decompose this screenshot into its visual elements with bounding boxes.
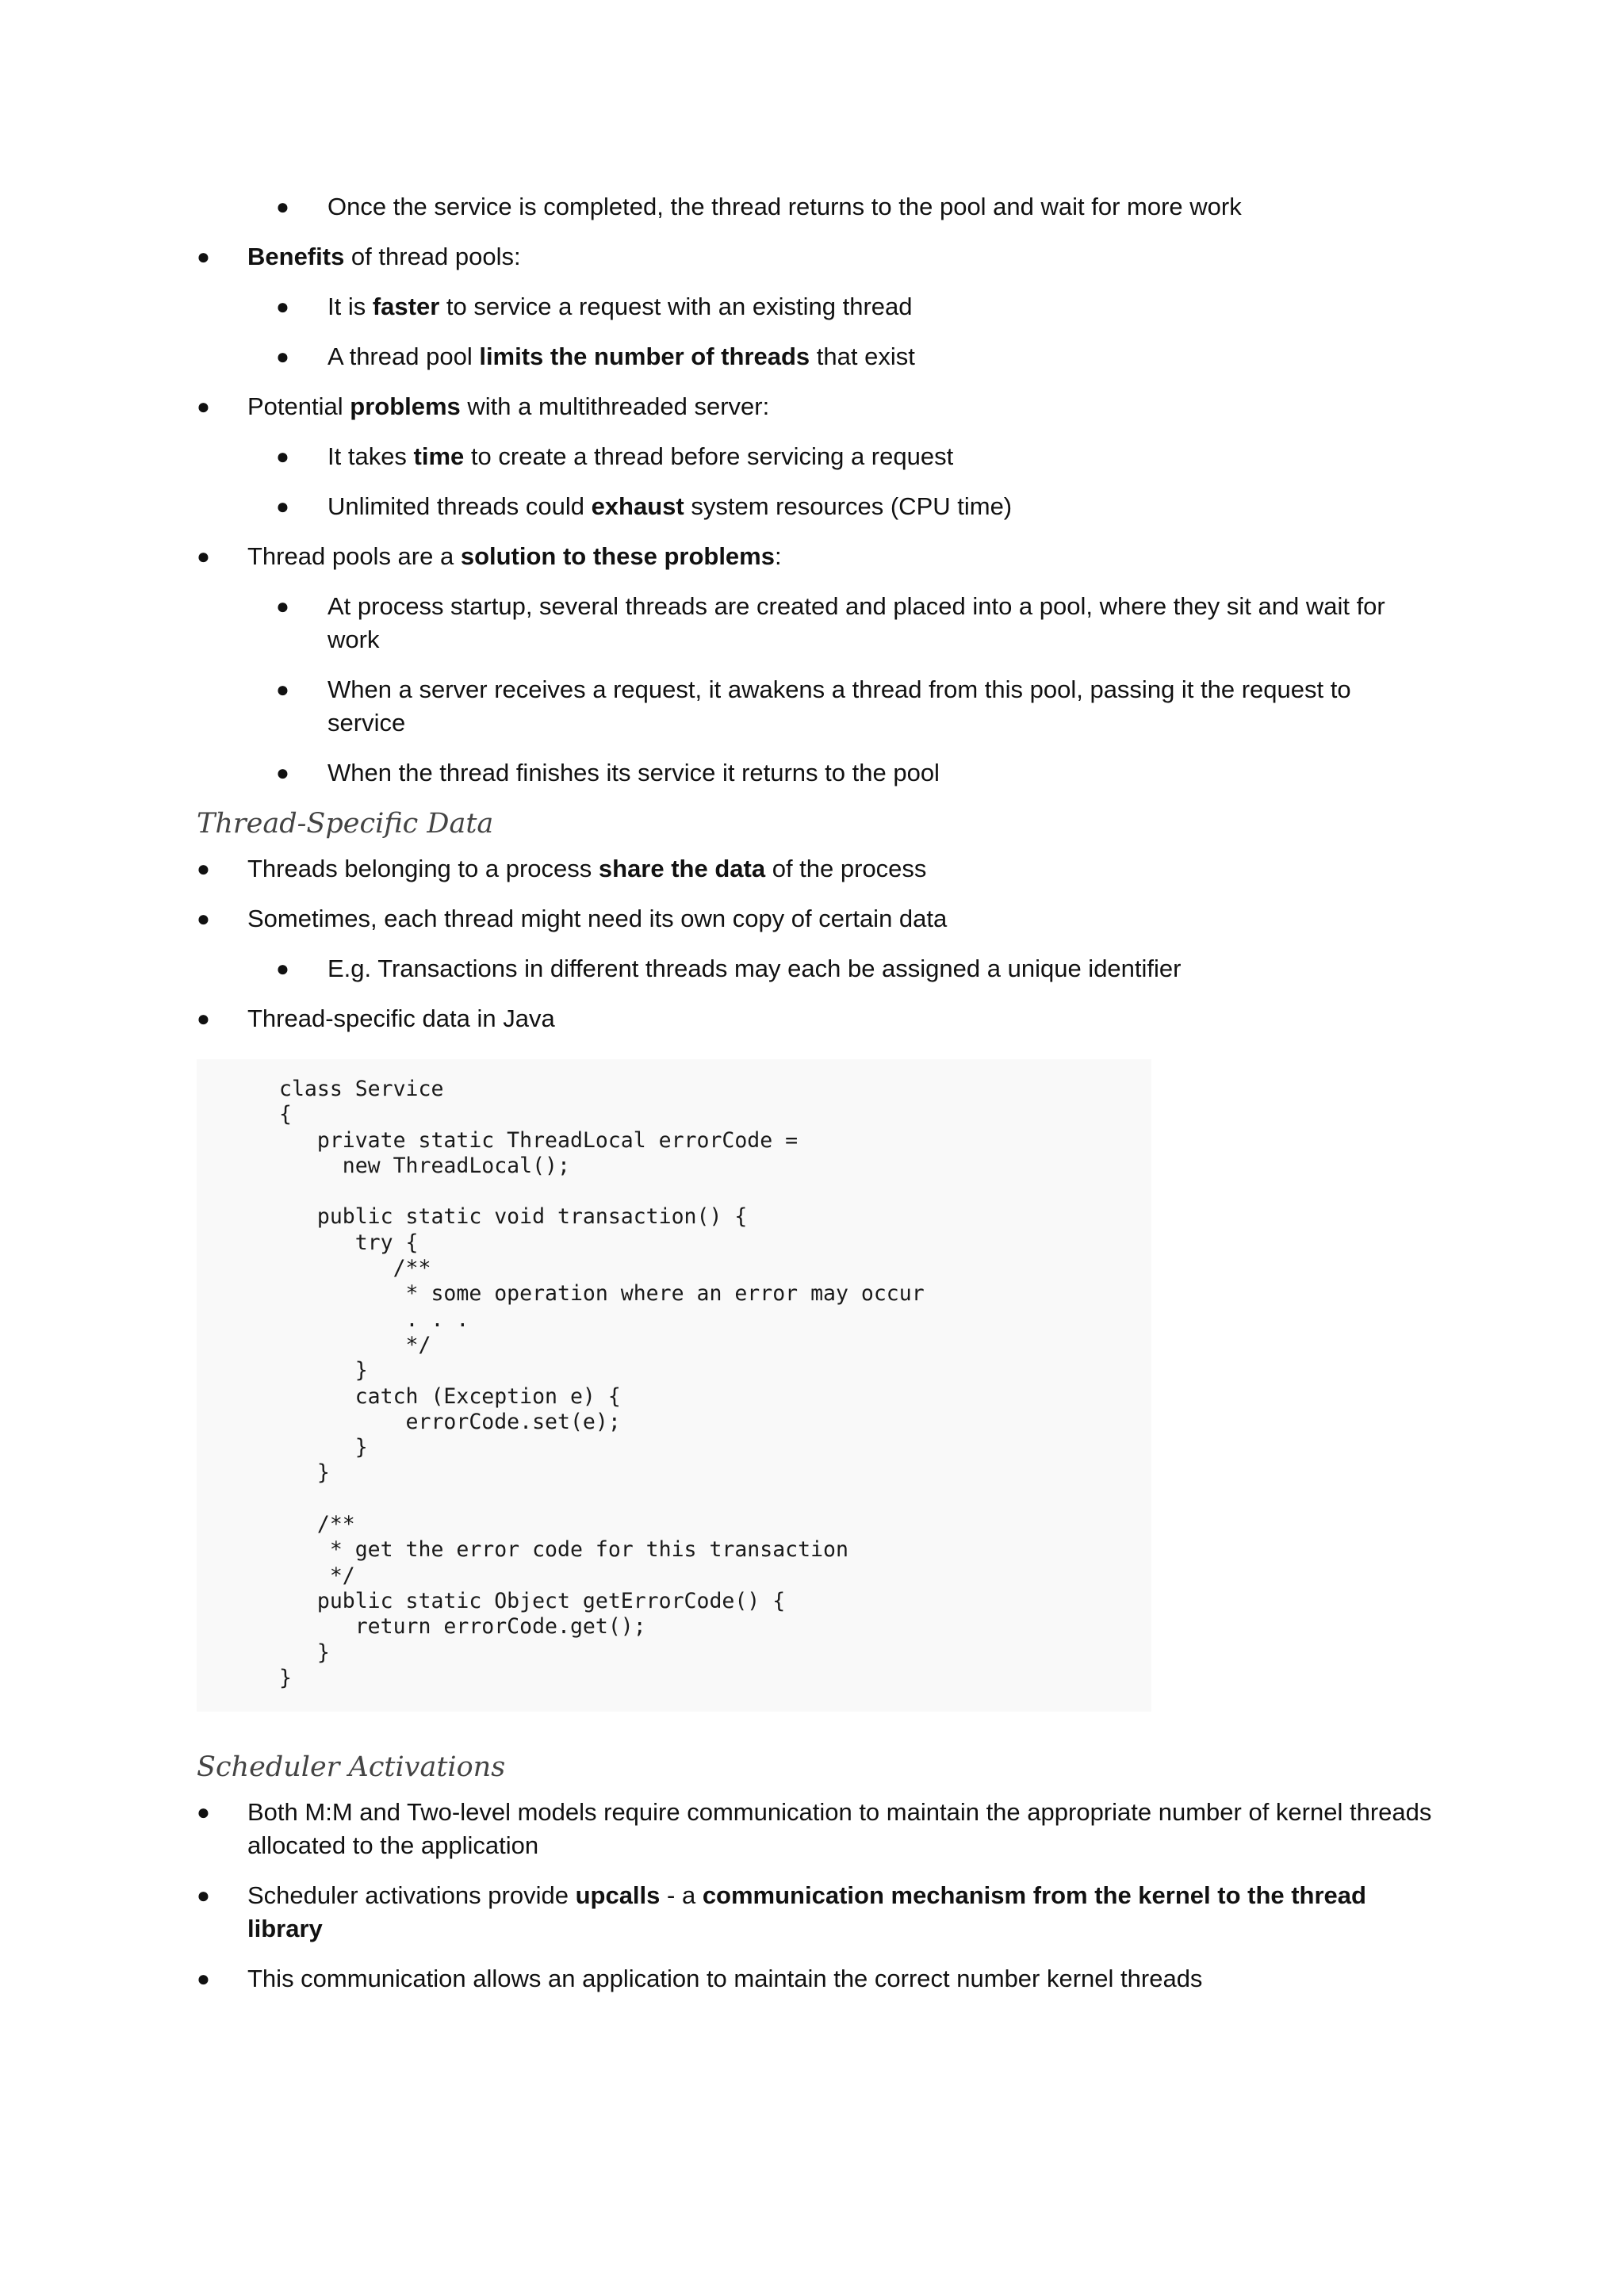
bullet-dot-icon: ● xyxy=(197,1800,210,1825)
text-run: - a xyxy=(660,1881,703,1910)
bold-text: faster xyxy=(372,293,440,320)
bullet-dot-icon: ● xyxy=(276,760,289,785)
list-item-text xyxy=(247,905,947,932)
bullet-dot-icon: ● xyxy=(197,394,210,419)
bullet-dot-icon: ● xyxy=(276,194,289,219)
bullet-dot-icon: ● xyxy=(197,1883,210,1908)
code-line: } xyxy=(279,1460,330,1486)
list-item-text xyxy=(247,243,521,270)
code-listing xyxy=(197,1059,1151,1712)
list-item xyxy=(197,340,1434,373)
text-run: Unlimited threads could xyxy=(327,492,592,520)
bullet-dot-icon: ● xyxy=(197,906,210,931)
code-line: */ xyxy=(279,1563,355,1588)
code-line: } xyxy=(279,1640,330,1665)
list-item-text xyxy=(247,855,926,882)
code-line: { xyxy=(279,1102,292,1127)
code-line: class Service xyxy=(279,1077,444,1101)
code-line: * get the error code for this transaction xyxy=(279,1537,848,1563)
bullet-dot-icon: ● xyxy=(197,244,210,269)
list-item-text xyxy=(327,675,1351,737)
list-item xyxy=(197,902,1434,936)
list-item-text xyxy=(327,193,1242,220)
list-item xyxy=(197,440,1434,473)
code-line: } xyxy=(279,1435,368,1460)
bullet-dot-icon: ● xyxy=(276,956,289,981)
text-run: This communication allows an application to maintain the correct number kernel threads xyxy=(247,1965,1203,1993)
bullet-list-thread-specific-data xyxy=(197,852,1434,1035)
bold-text: upcalls xyxy=(575,1881,661,1910)
list-item xyxy=(197,756,1434,790)
text-run: A thread pool xyxy=(327,342,480,370)
code-line: new ThreadLocal(); xyxy=(279,1153,570,1178)
code-line xyxy=(279,1487,1151,1512)
code-line: /** xyxy=(279,1512,355,1537)
code-line: catch (Exception e) { xyxy=(279,1383,621,1409)
list-item xyxy=(197,240,1434,274)
list-item xyxy=(197,852,1434,886)
text-run: system resources (CPU time) xyxy=(684,492,1013,520)
list-item xyxy=(197,1879,1434,1946)
list-item-text xyxy=(247,1881,1366,1942)
list-item-text xyxy=(247,1004,555,1032)
code-line: try { xyxy=(279,1230,419,1255)
bold-text: time xyxy=(413,442,465,470)
text-run: of the process xyxy=(765,855,927,882)
bullet-dot-icon: ● xyxy=(276,494,289,519)
list-item-text xyxy=(327,293,913,320)
text-run: Scheduler activations provide xyxy=(247,1881,576,1910)
text-run: Thread pools are a xyxy=(247,542,461,570)
text-run: Once the service is completed, the thread returns to the pool and wait for more work xyxy=(327,193,1242,220)
bold-text: limits the number of threads xyxy=(479,342,810,370)
list-item-text xyxy=(327,592,1385,653)
list-item xyxy=(197,1002,1434,1035)
bullet-dot-icon: ● xyxy=(276,294,289,319)
bullet-dot-icon: ● xyxy=(276,444,289,469)
list-item-text xyxy=(327,342,915,370)
bullet-dot-icon: ● xyxy=(276,677,289,702)
code-line: return errorCode.get(); xyxy=(279,1614,646,1640)
list-item xyxy=(197,1962,1434,1996)
bold-text: solution to these problems xyxy=(460,542,775,570)
list-item xyxy=(197,673,1434,740)
code-line: } xyxy=(279,1358,368,1383)
code-line: public static void transaction() { xyxy=(279,1204,748,1230)
text-run: to create a thread before servicing a request xyxy=(464,442,954,470)
code-line: */ xyxy=(279,1332,431,1357)
bold-text: exhaust xyxy=(591,492,684,520)
list-item xyxy=(197,190,1434,224)
code-line: errorCode.set(e); xyxy=(279,1409,621,1434)
bold-text: share the data xyxy=(598,855,766,882)
bullet-dot-icon: ● xyxy=(276,594,289,618)
list-item xyxy=(197,952,1434,985)
list-item-text xyxy=(247,392,769,420)
bold-text: Benefits xyxy=(247,243,345,270)
text-run: E.g. Transactions in different threads may each be assigned a unique identifier xyxy=(327,955,1182,982)
bullet-list-top xyxy=(197,190,1434,790)
text-run: When a server receives a request, it awakens a thread from this pool, passing it the request to service xyxy=(327,675,1351,737)
text-run: : xyxy=(774,542,782,570)
list-item xyxy=(197,540,1434,573)
bold-text: problems xyxy=(350,392,461,420)
text-run: Potential xyxy=(247,392,350,420)
code-line: /** xyxy=(279,1256,431,1281)
page-content xyxy=(197,190,1434,2012)
text-run: It takes xyxy=(327,442,414,470)
bullet-dot-icon: ● xyxy=(197,544,210,568)
text-run: to service a request with an existing thread xyxy=(439,293,913,320)
text-run: Both M:M and Two-level models require communication to maintain the appropriate number of kernel threads allocated to the application xyxy=(247,1798,1432,1860)
section-heading-scheduler-activations: Scheduler Activations xyxy=(197,1751,506,1784)
list-item-text xyxy=(327,492,1012,520)
bullet-dot-icon: ● xyxy=(197,1006,210,1031)
text-run: with a multithreaded server: xyxy=(460,392,770,420)
code-line xyxy=(279,1179,1151,1204)
bullet-dot-icon: ● xyxy=(276,344,289,369)
text-run: When the thread finishes its service it returns to the pool xyxy=(327,759,940,786)
text-run: Threads belonging to a process xyxy=(247,855,599,882)
list-item-text xyxy=(327,442,953,470)
list-item xyxy=(197,1796,1434,1862)
list-item xyxy=(197,390,1434,423)
code-line: } xyxy=(279,1665,292,1690)
list-item-text xyxy=(247,542,782,570)
code-line: public static Object getErrorCode() { xyxy=(279,1588,786,1613)
code-line: private static ThreadLocal errorCode = xyxy=(279,1127,799,1153)
list-item xyxy=(197,490,1434,523)
text-run: Thread-specific data in Java xyxy=(247,1004,555,1032)
bullet-dot-icon: ● xyxy=(197,856,210,881)
text-run: It is xyxy=(327,293,373,320)
list-item-text xyxy=(247,1798,1431,1859)
text-run: At process startup, several threads are created and placed into a pool, where they sit and wait for work xyxy=(327,592,1385,653)
code-line: . . . xyxy=(279,1307,469,1332)
text-run: that exist xyxy=(810,342,915,370)
text-run: Sometimes, each thread might need its own copy of certain data xyxy=(247,905,948,932)
list-item-text xyxy=(247,1965,1202,1992)
bullet-list-scheduler-activations xyxy=(197,1796,1434,1996)
bullet-dot-icon: ● xyxy=(197,1966,210,1992)
code-line: * some operation where an error may occur xyxy=(279,1281,925,1307)
list-item xyxy=(197,290,1434,323)
list-item-text xyxy=(327,759,940,786)
section-heading-thread-specific-data: Thread-Specific Data xyxy=(197,808,494,840)
bold-text: communication mechanism from the kernel to the thread library xyxy=(247,1881,1366,1943)
list-item-text xyxy=(327,955,1181,982)
text-run: of thread pools: xyxy=(344,243,521,270)
list-item xyxy=(197,590,1434,656)
